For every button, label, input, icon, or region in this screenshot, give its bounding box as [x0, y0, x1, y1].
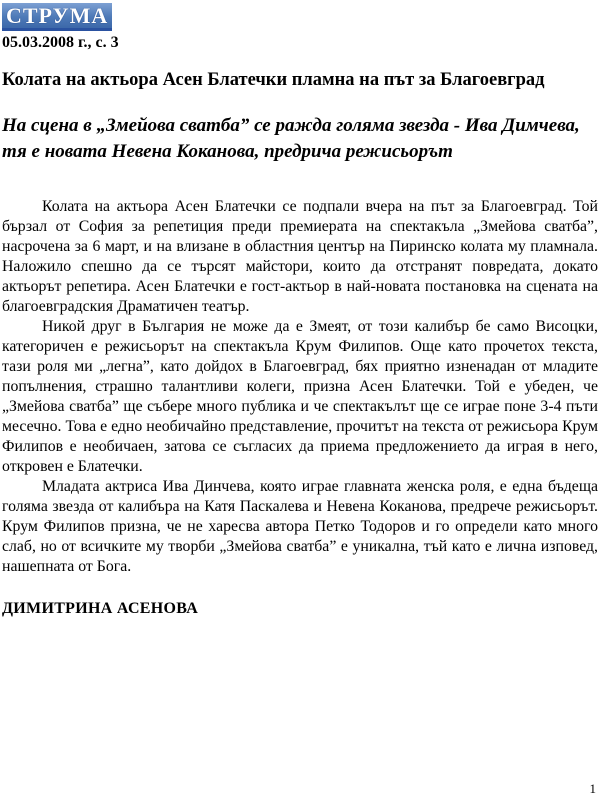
- article-body: [2, 197, 598, 577]
- page-number: 1: [589, 781, 596, 796]
- article-paragraph-3: Младата актриса Ива Динчева, която играе главната женска роля, е една бъдеща голяма звезда от калибъра на Катя Паскалева и Невена Коканова, предрече режисьорът. Крум Филипов призна, че не харесва автора Петко Тодоров и го определи като много слаб, но от всичките му творби „Змейова сватба” е уникална, тъй като е лична изповед, нашепната от Бога.: [2, 478, 598, 575]
- article-subheadline: На сцена в „Змейова сватба” се ражда голяма звезда - Ива Димчева, тя е новата Невена Коканова, предрича режисьорът: [2, 115, 580, 162]
- author-byline: ДИМИТРИНА АСЕНОВА: [2, 600, 199, 617]
- article-paragraph-1: Колата на актьора Асен Блатечки се подпали вчера на път за Благоевград. Той бързал от София за репетиция преди премиерата на спектакъла „Змейова сватба”, насрочена за 6 март, и на влизане в областния център на Пиринско колата му пламнала. Наложило спешно да се търсят майстори, които да отстранят повредата, докато актьорът репетира. Асен Блатечки е гост-актьор в най-новата постановка на сцената на благоевградския Драматичен театър.: [2, 198, 598, 315]
- newspaper-logo: СТРУМА: [2, 3, 112, 31]
- article-paragraph-2: Никой друг в България не може да е Змеят, от този калибър бе само Висоцки, категоричен е режисьорът на спектакъла Крум Филипов. Още като прочетох текста, тази роля ми „легна”, като дойдох в Благоевград, бях приятно изненадан от младите попълнения, страшно талантливи колеги, призна Асен Блатечки. Той е убеден, че „Змейова сватба” ще събере много публика и че спектакълът ще се играе поне 3-4 пъти месечно. Това е едно необичайно представление, прочитът на текста от режисьора Крум Филипов е необичаен, затова се съгласих да приема предложението да играя в него, откровен е Блатечки.: [2, 318, 598, 475]
- dateline: 05.03.2008 г., с. 3: [2, 34, 119, 51]
- article-headline: Колата на актьора Асен Блатечки пламна на път за Благоевград: [2, 70, 545, 90]
